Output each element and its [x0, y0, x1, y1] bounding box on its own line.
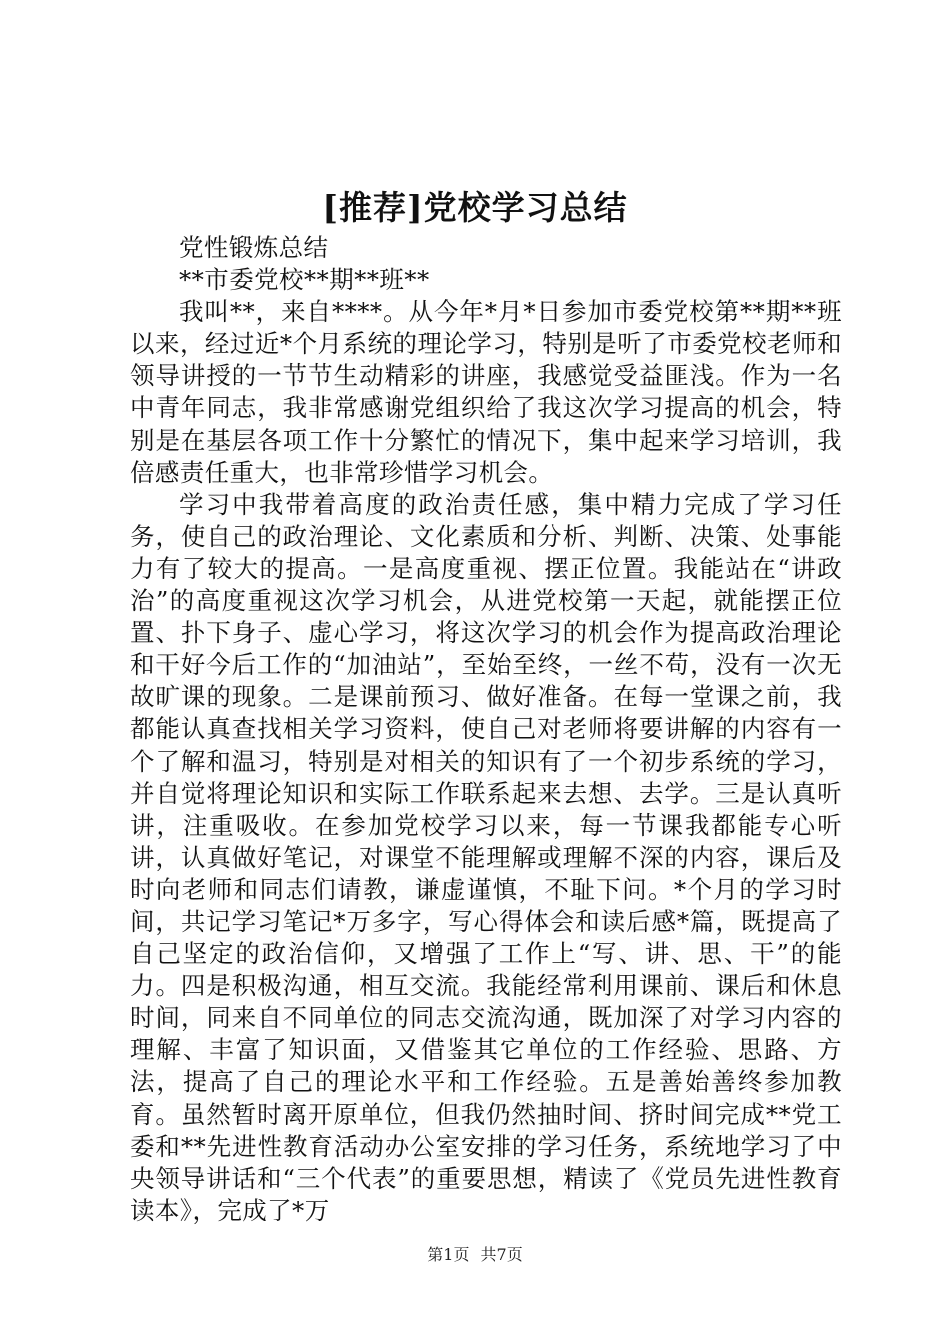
page-footer — [0, 1245, 950, 1265]
page-total: 共7页 — [480, 1245, 523, 1264]
document-title: [推荐]党校学习总结 — [322, 188, 628, 227]
subtitle-line: 党性锻炼总结 — [179, 233, 329, 262]
body-paragraph: 我叫**，来自****。从今年*月*日参加市委党校第**期**班以来，经过近*个月系统的理论学习，特别是听了市委党校老师和领导讲授的一节节生动精彩的讲座，我感觉受益匪浅。作为一名中青年同志，我非常感谢党组织给了我这次学习提高的机会，特别是在基层各项工作十分繁忙的情况下，集中起来学习培训，我倍感责任重大，也非常珍惜学习机会。 — [130, 297, 842, 487]
page-number: 第1页 — [427, 1245, 470, 1264]
document-body — [130, 232, 842, 1227]
body-paragraph: 学习中我带着高度的政治责任感，集中精力完成了学习任务，使自己的政治理论、文化素质和分析、判断、决策、处事能力有了较大的提高。一是高度重视、摆正位置。我能站在“讲政治”的高度重视这次学习机会，从进党校第一天起，就能摆正位置、扑下身子、虚心学习，将这次学习的机会作为提高政治理论和干好今后工作的“加油站”，至始至终，一丝不苟，没有一次无故旷课的现象。二是课前预习、做好准备。在每一堂课之前，我都能认真查找相关学习资料，使自己对老师将要讲解的内容有一个了解和温习，特别是对相关的知识有了一个初步系统的学习，并自觉将理论知识和实际工作联系起来去想、去学。三是认真听讲，注重吸收。在参加党校学习以来，每一节课我都能专心听讲，认真做好笔记，对课堂不能理解或理解不深的内容，课后及时向老师和同志们请教，谦虚谨慎，不耻下问。*个月的学习时间，共记学习笔记*万多字，写心得体会和读后感*篇，既提高了自己坚定的政治信仰，又增强了工作上“写、讲、思、干”的能力。四是积极沟通，相互交流。我能经常利用课前、课后和休息时间，同来自不同单位的同志交流沟通，既加深了对学习内容的理解、丰富了知识面，又借鉴其它单位的工作经验、思路、方法，提高了自己的理论水平和工作经验。五是善始善终参加教育。虽然暂时离开原单位，但我仍然抽时间、挤时间完成**党工委和**先进性教育活动办公室安排的学习任务，系统地学习了中央领导讲话和“三个代表”的重要思想，精读了《党员先进性教育读本》，完成了*万 — [130, 489, 842, 1225]
class-line: **市委党校**期**班** — [179, 265, 430, 295]
